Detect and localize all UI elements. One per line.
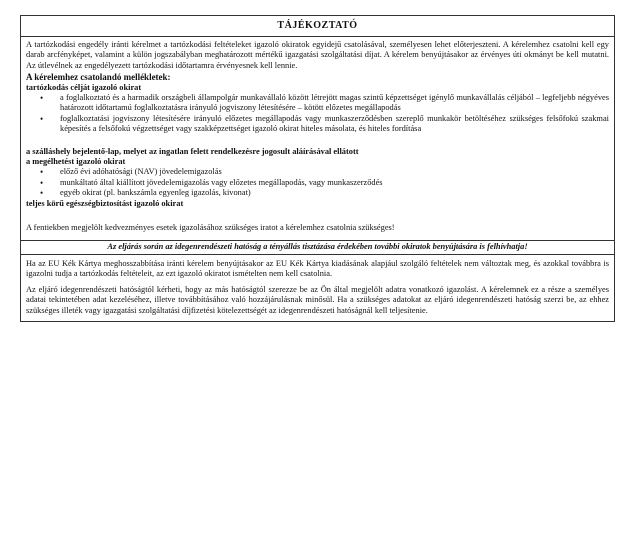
info-paragraph: Az eljáró idegenrendészeti hatóságtól kérheti, hogy az más hatóságtól szerezze be az Ön által megjelölt adatra vonatkozó igazolást. A kérelemnek ez a része a személyes adatai tekintetében adat kezeléséhez, illetve továbbításához való hozzájárulásnak minősül. Ha a szükséges adatokat az eljáró idegenrendészeti hatóság szerzi be, az ehhez szükséges illeték vagy igazgatási szolgáltatási díjfizetési kötelezettségét az idegenrendészeti hatóságnál kell teljesítenie. (26, 284, 609, 315)
purpose-list (26, 93, 609, 135)
residence-heading: a szálláshely bejelentő-lap, melyet az ingatlan felett rendelkezésre jogosult aláírásával ellátott (26, 146, 359, 156)
requirements-section (21, 37, 614, 241)
information-sheet (20, 15, 615, 322)
additional-info-section (21, 255, 614, 321)
attachments-heading: A kérelemhez csatolandó mellékletek: (26, 72, 171, 83)
document-title: TÁJÉKOZTATÓ (21, 16, 614, 37)
list-item: • egyéb okirat (pl. bankszámla egyenleg igazolás, kivonat) (50, 188, 609, 198)
authority-notice: Az eljárás során az idegenrendészeti hatóság a tényállás tisztázása érdekében további okiratok benyújtására is felhívhatja! (21, 241, 614, 255)
livelihood-heading: a megélhetést igazoló okirat (26, 157, 126, 167)
intro-paragraph: A tartózkodási engedély iránti kérelmet a tartózkodási feltételeket igazoló okiratok egyidejű csatolásával, személyesen lehet előterjeszteni. A kérelemhez csatolni kell egy darab arcfényképet, valamint a külön jogszabályban meghatározott mértékű igazgatási szolgáltatási díjat. A kérelem benyújtásakor az érvényes úti okmányt be kell mutatni. Az útlevélnek az engedélyezett tartózkodási időtartamra érvényesnek kell lennie. (26, 40, 609, 70)
list-item: • foglalkoztatási jogviszony létesítésére irányuló előzetes megállapodás vagy munkaszerződésben szereplő munkakör betöltéséhez szükséges felsőfokú szakmai képesítés a felsőfokú végzettséget vagy szakképzettséget igazoló okirat hiteles másolata, és hiteles fordítása (50, 114, 609, 135)
livelihood-list (26, 167, 609, 198)
preferential-note: A fentiekben megjelölt kedvezményes esetek igazolásához szükséges iratot a kérelemhez csatolnia szükséges! (26, 223, 395, 233)
list-item: • a foglalkoztató és a harmadik országbeli állampolgár munkavállaló között létrejött magas szintű képzettséget igénylő munkavállalás céljából – legfeljebb négyéves határozott időtartamú foglalkoztatásra irányuló jogviszony létesítésére – kötött előzetes megállapodás (50, 93, 609, 114)
list-item: • előző évi adóhatósági (NAV) jövedelemigazolás (50, 167, 609, 177)
list-item: • munkáltató által kiállított jövedelemigazolás vagy előzetes megállapodás, vagy munkaszerződés (50, 178, 609, 188)
purpose-heading: tartózkodás célját igazoló okirat (26, 82, 142, 92)
insurance-heading: teljes körű egészségbiztosítást igazoló okirat (26, 198, 184, 208)
info-paragraph: Ha az EU Kék Kártya meghosszabbítása iránti kérelem benyújtásakor az EU Kék Kártya kiadásának alapjául szolgáló feltételek nem változtak meg, és azokkal továbbra is igazolni tudja a tartózkodás feltételeit, az ezt igazoló okiratot ismételten nem kell csatolnia. (26, 258, 609, 279)
